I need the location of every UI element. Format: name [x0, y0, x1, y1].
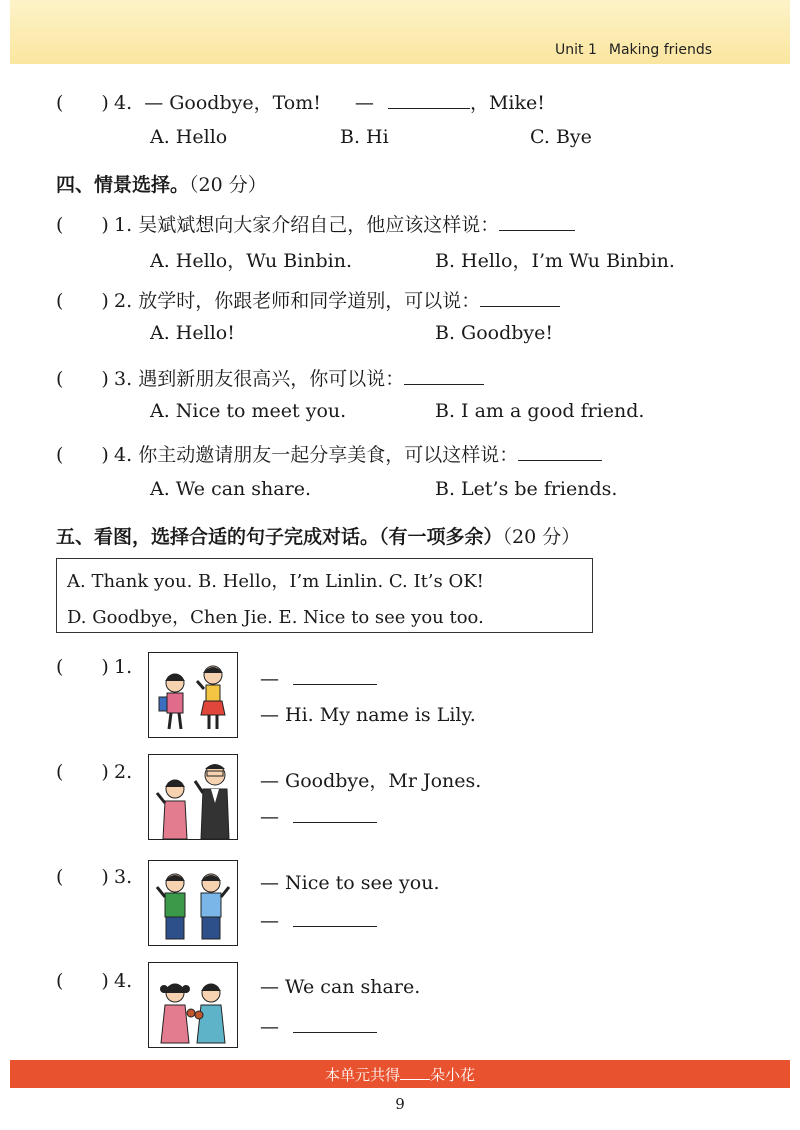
- flower-count-blank[interactable]: [400, 1079, 430, 1080]
- section-title-text: 四、情景选择。: [56, 174, 190, 196]
- section-title-text: 五、看图，选择合适的句子完成对话。（有一项多余）: [56, 526, 503, 548]
- options-line-2: D. Goodbye，Chen Jie. E. Nice to see you too.: [67, 607, 484, 628]
- picture-girls-meeting: [148, 652, 238, 738]
- question-text-a: — Goodbye，Tom!: [144, 92, 321, 114]
- s5-item-1: [56, 652, 132, 679]
- question-number: 3.: [114, 368, 133, 390]
- section-points: （20 分）: [502, 526, 581, 548]
- options-line-1: A. Thank you. B. Hello，I’m Linlin. C. It’s OK!: [67, 571, 484, 592]
- s5-item-3: [56, 862, 132, 889]
- option-b: B. Hello，I’m Wu Binbin.: [435, 250, 675, 272]
- option-a: A. Hello，Wu Binbin.: [150, 250, 353, 272]
- s4-question-4: [56, 440, 602, 467]
- picture-girl-and-teacher: [148, 754, 238, 840]
- answer-blank[interactable]: [293, 925, 377, 927]
- question-text-b: —: [354, 92, 374, 114]
- option-c: C. Bye: [530, 126, 592, 148]
- header-unit-title: [555, 42, 712, 58]
- answer-paren[interactable]: ( ): [56, 368, 109, 390]
- answer-blank[interactable]: [293, 1031, 377, 1033]
- answer-paren[interactable]: ( ): [56, 290, 109, 312]
- s4-question-1: [56, 210, 575, 237]
- s4-question-3: [56, 364, 484, 391]
- question-prev-4: [56, 88, 545, 115]
- header-band: [10, 0, 790, 64]
- unit-label: Unit 1: [555, 42, 597, 58]
- item-number: 4.: [114, 970, 133, 992]
- dialog-line-1: — We can share.: [260, 976, 421, 998]
- answer-paren[interactable]: ( ): [56, 866, 109, 888]
- footer-band: [10, 1060, 790, 1088]
- unit-title: Making friends: [608, 42, 712, 58]
- answer-paren[interactable]: ( ): [56, 656, 109, 678]
- answer-blank[interactable]: [499, 229, 575, 231]
- question-number: 2.: [114, 290, 133, 312]
- footer-text-b: 朵小花: [430, 1066, 476, 1084]
- item-number: 1.: [114, 656, 133, 678]
- dialog-line-1: [260, 668, 377, 690]
- question-number: 1.: [114, 214, 133, 236]
- answer-blank[interactable]: [388, 107, 470, 109]
- page-number: 9: [395, 1095, 405, 1113]
- option-a: A. Hello: [150, 126, 228, 148]
- item-number: 2.: [114, 761, 133, 783]
- section-points: （20 分）: [189, 174, 267, 196]
- answer-paren[interactable]: ( ): [56, 214, 109, 236]
- option-b: B. Let’s be friends.: [435, 478, 618, 500]
- answer-blank[interactable]: [404, 383, 484, 385]
- dialog-line-2: [260, 1016, 377, 1038]
- answer-paren[interactable]: ( ): [56, 92, 109, 114]
- answer-blank[interactable]: [518, 459, 602, 461]
- dialog-line-1: — Nice to see you.: [260, 872, 440, 894]
- dash: —: [260, 668, 279, 690]
- answer-blank[interactable]: [480, 305, 560, 307]
- answer-paren[interactable]: ( ): [56, 970, 109, 992]
- dialog-line-2: [260, 910, 377, 932]
- question-text-c: ，Mike!: [469, 92, 545, 114]
- option-a: A. Nice to meet you.: [150, 400, 347, 422]
- picture-girls-sharing: [148, 962, 238, 1048]
- answer-paren[interactable]: ( ): [56, 444, 109, 466]
- option-b: B. Hi: [340, 126, 389, 148]
- section-4-title: [56, 170, 267, 197]
- question-number: 4.: [114, 444, 133, 466]
- option-b: B. I am a good friend.: [435, 400, 645, 422]
- dash: —: [260, 1016, 279, 1038]
- options-box: [56, 558, 593, 633]
- picture-two-boys: [148, 860, 238, 946]
- item-number: 3.: [114, 866, 133, 888]
- question-number: 4.: [114, 92, 133, 114]
- question-text: 遇到新朋友很高兴，你可以说：: [138, 368, 405, 390]
- s5-item-2: [56, 757, 132, 784]
- answer-blank[interactable]: [293, 683, 377, 685]
- answer-paren[interactable]: ( ): [56, 761, 109, 783]
- option-b: B. Goodbye!: [435, 322, 554, 344]
- question-text: 你主动邀请朋友一起分享美食，可以这样说：: [138, 444, 519, 466]
- question-text: 放学时，你跟老师和同学道别，可以说：: [138, 290, 481, 312]
- dash: —: [260, 806, 279, 828]
- option-a: A. We can share.: [150, 478, 311, 500]
- dialog-line-2: — Hi. My name is Lily.: [260, 704, 476, 726]
- footer-text: [10, 1064, 790, 1085]
- s4-question-2: [56, 286, 560, 313]
- answer-blank[interactable]: [293, 821, 377, 823]
- section-5-title: [56, 522, 580, 549]
- dialog-line-1: — Goodbye，Mr Jones.: [260, 770, 482, 792]
- option-a: A. Hello!: [150, 322, 235, 344]
- footer-text-a: 本单元共得: [324, 1066, 400, 1084]
- question-text: 吴斌斌想向大家介绍自己，他应该这样说：: [138, 214, 500, 236]
- dialog-line-2: [260, 806, 377, 828]
- dash: —: [260, 910, 279, 932]
- s5-item-4: [56, 966, 132, 993]
